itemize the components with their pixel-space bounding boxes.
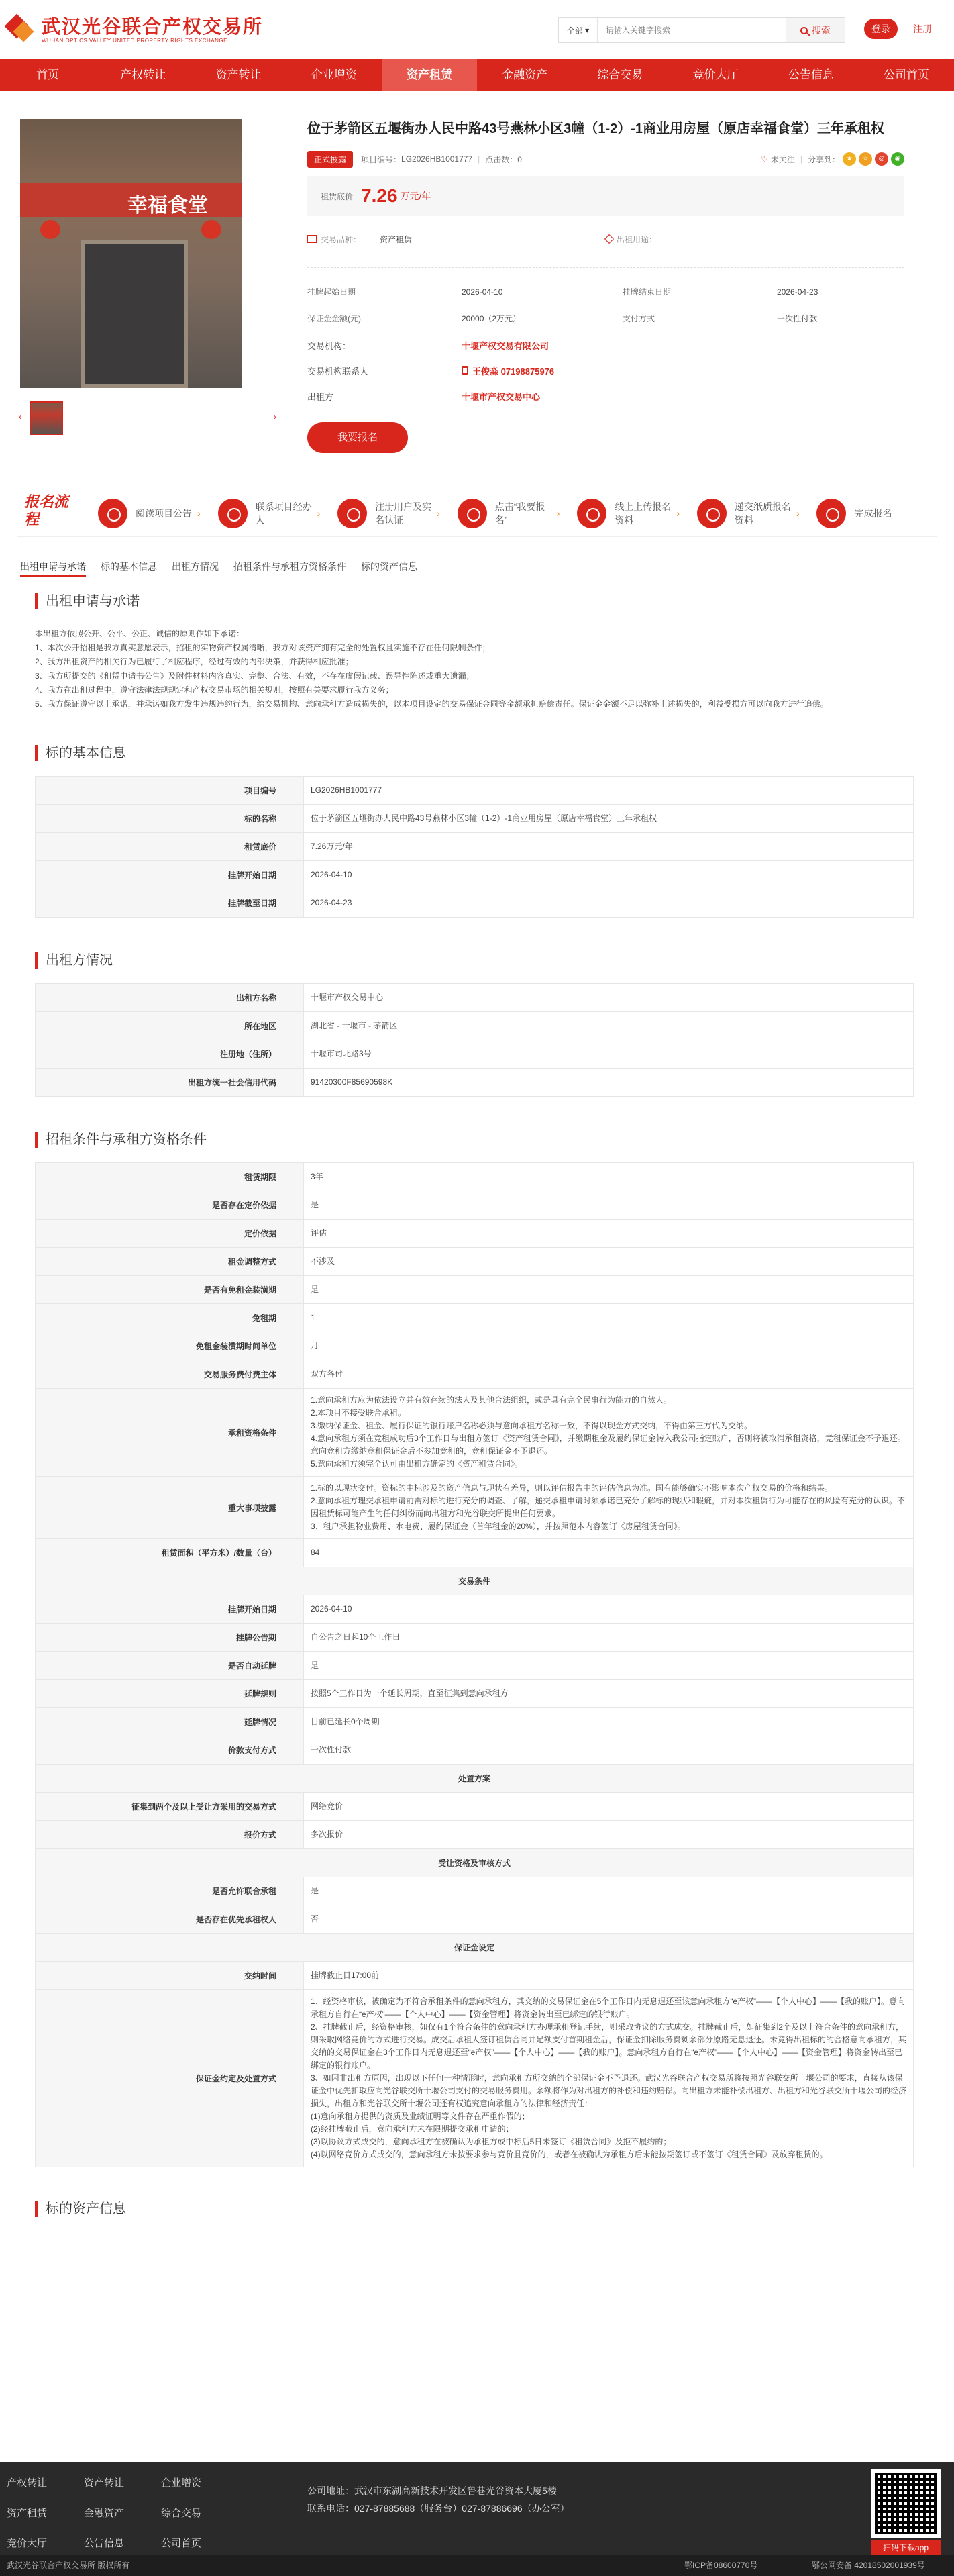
row-label: 是否存在定价依据 (36, 1191, 304, 1220)
disclosure-badge: 正式披露 (307, 151, 353, 168)
nav-item[interactable]: 公司首页 (883, 68, 929, 81)
project-detail (0, 119, 954, 468)
project-fields: 挂牌起始日期 2026-04-10 挂牌结束日期 2026-04-23 保证金金额(元) 20000（2万元） 支付方式 一次性付款 (307, 279, 904, 332)
row-value (304, 1477, 914, 1539)
agency-info: 交易机构： 十堰产权交易有限公司 交易机构联系人 王俊淼 07198875976 出租方 十堰市产权交易中心 (307, 332, 904, 409)
arrow-right-icon: › (197, 508, 201, 519)
lessor-table (35, 983, 914, 1097)
table-row (36, 1905, 914, 1934)
table-row (36, 1990, 914, 2167)
commitment-line: 3、我方所提交的《租赁申请书公告》及附件材料内容真实、完整、合法、有效，不存在虚假记载、误导性陈述或重大遗漏； (35, 671, 474, 681)
copyright: 武汉光谷联合产权交易所 版权所有 (7, 2561, 130, 2570)
value-line: 1.意向承租方应为依法设立并有效存续的法人及其他合法组织，或是具有完全民事行为能力的自然人。 (311, 1395, 672, 1405)
commitment-line: 2、我方出租资产的相关行为已履行了相应程序，经过有效的内部决策，并获得相应批准； (35, 657, 354, 666)
nav-item[interactable]: 竞价大厅 (692, 68, 739, 81)
process-step (98, 499, 218, 528)
value-line: 3、租户承担物业费用、水电费、履约保证金（首年租金的20%），并按照范本内容签订《房屋租赁合同》。 (311, 1522, 686, 1531)
register-button[interactable]: 注册 (913, 23, 932, 34)
process-step (337, 499, 458, 528)
step-label: 递交纸质报名资料 (734, 501, 791, 526)
table-row (36, 1680, 914, 1708)
table-row (36, 777, 914, 805)
table-section-row (36, 1934, 914, 1962)
row-label: 是否自动延牌 (36, 1652, 304, 1680)
row-label: 免租期 (36, 1304, 304, 1332)
row-label: 重大事项披露 (36, 1477, 304, 1539)
thumb-next-icon[interactable]: › (274, 412, 276, 422)
logo-subtitle: WUHAN OPTICS VALLEY UNITED PROPERTY RIGHTS EXCHANGE (42, 37, 227, 44)
commitment-line: 5、我方保证遵守以上承诺，并承诺如我方发生违规违约行为，给交易机构、意向承租方造成损失的，以本项目设定的交易保证金同等金额承担赔偿责任。保证金金额不足以弥补上述损失的，利益受损方可以向我方进行追偿。 (35, 699, 829, 709)
value-line: (1)意向承租方提供的资质及业绩证明等文件存在严重作假的； (311, 2112, 530, 2121)
site-footer (0, 2462, 954, 2576)
row-value: 1 (304, 1304, 914, 1332)
section-commitment (35, 593, 927, 711)
row-value: 自公告之日起10个工作日 (304, 1624, 914, 1652)
value-line: (4)以网络竞价方式成交的，意向承租方未按要求参与竞价且竞价的，或者在被确认为承租方后未能按期签订或不签订《租赁合同》及放弃租赁的。 (311, 2150, 828, 2159)
value-line: 2.意向承租方理交承租申请前需对标的进行充分的调查、了解，递交承租申请时须承诺已充分了解标的现状和瑕疵，并对本次租赁行为可能存在的风险有充分的认识。不因租赁标可能产生的任何纠纷而向出租方和光谷联交所提出任何要求。 (311, 1496, 906, 1518)
nav-item[interactable]: 综合交易 (597, 68, 643, 81)
table-row (36, 984, 914, 1012)
footer-link[interactable]: 企业增资 (161, 2477, 202, 2489)
price-unit: 万元/年 (400, 191, 431, 201)
table-row (36, 861, 914, 889)
table-row (36, 1962, 914, 1990)
table-section-head: 受让资格及审核方式 (36, 1849, 914, 1877)
download-app-button[interactable]: 扫码下载app (871, 2540, 941, 2556)
step-label: 线上上传报名资料 (615, 501, 672, 526)
row-value: 是 (304, 1276, 914, 1304)
value-line: 1.标的以现状交付。资标的中标涉及的资产信息与现状有差异，则以评估报告中的评估信息为准。国有能够确实不影响本次产权交易的价格和结果。 (311, 1483, 833, 1493)
value-line: 5.意向承租方须完全认可由出租方确定的《资产租赁合同》。 (311, 1459, 523, 1469)
tab-3[interactable]: 招租条件与承租方资格条件 (233, 561, 346, 572)
section-title: 出租方情况 (35, 952, 927, 969)
row-label: 是否有免租金装潢期 (36, 1276, 304, 1304)
thumbnail-strip (19, 401, 276, 435)
search-icon (800, 27, 808, 34)
share-qzone-icon[interactable]: ★ (843, 152, 856, 166)
footer-link[interactable]: 公告信息 (84, 2538, 125, 2549)
commitment-line: 4、我方在出租过程中，遵守法律法规规定和产权交易市场的相关规则，按照有关要求履行我方义务； (35, 685, 394, 695)
app-qr-code (871, 2469, 941, 2538)
row-value: 双方各付 (304, 1360, 914, 1389)
row-value: 位于茅箭区五堰街办人民中路43号燕林小区3幢（1-2）-1商业用房屋（原店幸福食堂）三年承租权 (304, 805, 914, 833)
detail-tabs (20, 557, 919, 577)
nav-item[interactable]: 资产转让 (215, 68, 262, 81)
logo-mark-icon (5, 15, 35, 44)
nav-item[interactable]: 首页 (36, 68, 60, 81)
process-step (458, 499, 578, 528)
row-value: 84 (304, 1539, 914, 1567)
step-icon (458, 499, 487, 528)
nav-item[interactable]: 公告信息 (788, 68, 834, 81)
process-step (816, 499, 937, 528)
value-line: 1、经资格审核，被确定为不符合承租条件的意向承租方，其交纳的交易保证金在5个工作日内无息退还至该意向承租方“e产权”——【个人中心】——【我的账户】。意向承租方自行在“e产权”——【个人中心】——【资金管理】将资金转出至已绑定的银行账户。 (311, 1997, 906, 2019)
agency-name[interactable]: 十堰产权交易有限公司 (462, 340, 549, 351)
section-asset-info (35, 2201, 927, 2217)
police-record-link[interactable]: 鄂公网安备 42018502001939号 (812, 2561, 925, 2570)
row-value: 目前已延长0个周期 (304, 1708, 914, 1736)
table-row (36, 1821, 914, 1849)
apply-button[interactable]: 我要报名 (307, 422, 408, 453)
row-label: 租金调整方式 (36, 1248, 304, 1276)
row-label: 注册地（住所） (36, 1040, 304, 1069)
row-label: 承租资格条件 (36, 1389, 304, 1477)
step-label: 注册用户及实名认证 (375, 501, 432, 526)
section-lessor (35, 952, 927, 1097)
table-row (36, 1276, 914, 1304)
row-value: 十堰市产权交易中心 (304, 984, 914, 1012)
step-icon (697, 499, 727, 528)
table-section-row (36, 1765, 914, 1793)
process-step (577, 499, 697, 528)
project-code: LG2026HB1001777 (401, 154, 473, 164)
footer-link[interactable]: 资产转让 (84, 2477, 125, 2489)
login-button[interactable]: 登录 (864, 19, 898, 39)
phone-icon (462, 366, 468, 375)
section-title: 标的资产信息 (35, 2201, 927, 2217)
section-title: 招租条件与承租方资格条件 (35, 1132, 927, 1148)
footer-link[interactable]: 综合交易 (161, 2508, 202, 2519)
value-line: (2)经挂牌截止后，意向承租方未在限期提交承租申请的； (311, 2124, 514, 2134)
process-step (218, 499, 338, 528)
table-row (36, 1163, 914, 1191)
search-bar (558, 17, 845, 43)
deposit-amount: 20000（2万元） (462, 314, 521, 324)
row-label: 所在地区 (36, 1012, 304, 1040)
process-step (697, 499, 817, 528)
table-section-head: 处置方案 (36, 1765, 914, 1793)
row-label: 免租金装潢期时间单位 (36, 1332, 304, 1360)
row-label: 交易服务费付费主体 (36, 1360, 304, 1389)
table-section-head: 交易条件 (36, 1567, 914, 1595)
table-row (36, 1360, 914, 1389)
end-date: 2026-04-23 (777, 287, 818, 297)
row-value: 2026-04-10 (304, 861, 914, 889)
table-row (36, 1708, 914, 1736)
price-value: 7.26 (361, 185, 398, 206)
row-value: LG2026HB1001777 (304, 777, 914, 805)
row-value: 一次性付款 (304, 1736, 914, 1765)
row-value: 月 (304, 1332, 914, 1360)
arrow-right-icon: › (317, 508, 321, 519)
row-value: 网络竞价 (304, 1793, 914, 1821)
project-meta: 正式披露 项目编号： LG2026HB1001777 | 点击数：0 ♡ 未关注 | 分享到： ★ ☆ ◎ ◉ (307, 149, 904, 169)
lantern-icon (40, 220, 60, 239)
step-icon (337, 499, 367, 528)
share-weibo-icon[interactable]: ◎ (875, 152, 888, 166)
row-label: 是否允许联合承租 (36, 1877, 304, 1905)
value-line: 3.缴纳保证金、租金、履行保证的银行账户名称必须与意向承租方名称一致，不得以现金方式交纳，不得由第三方代为交纳。 (311, 1421, 753, 1430)
project-main-image[interactable] (20, 119, 242, 388)
project-title: 位于茅箭区五堰街办人民中路43号燕林小区3幢（1-2）-1商业用房屋（原店幸福食堂）三年承租权 (307, 121, 885, 136)
row-value (304, 1990, 914, 2167)
row-value: 按照5个工作日为一个延长周期，直至征集到意向承租方 (304, 1680, 914, 1708)
step-label: 阅读项目公告 (136, 508, 192, 519)
table-section-head: 保证金设定 (36, 1934, 914, 1962)
agency-contact: 王俊淼 07198875976 (472, 366, 555, 377)
table-row (36, 1332, 914, 1360)
share-favorite-icon[interactable]: ☆ (859, 152, 872, 166)
tag-icon (307, 235, 317, 243)
row-label: 征集到两个及以上受让方采用的交易方式 (36, 1793, 304, 1821)
row-label: 租赁底价 (36, 833, 304, 861)
row-value: 评估 (304, 1220, 914, 1248)
thumb-prev-icon[interactable]: ‹ (19, 412, 21, 422)
commitment-line: 1、本次公开招租是我方真实意愿表示，招租的实物资产权属清晰，我方对该资产拥有完全的处置权且实施不存在任何限制条件； (35, 643, 490, 652)
step-icon (218, 499, 248, 528)
layers-icon (604, 234, 614, 244)
row-label: 是否存在优先承租权人 (36, 1905, 304, 1934)
row-label: 租赁面积（平方米）/数量（台） (36, 1539, 304, 1567)
row-value: 2026-04-10 (304, 1595, 914, 1624)
footer-phone: 联系电话：027-87885688（服务台）027-87886696（办公室） (307, 2503, 570, 2514)
icp-link[interactable]: 鄂ICP备08600770号 (684, 2561, 758, 2570)
footer-link[interactable]: 产权转让 (7, 2477, 48, 2489)
row-label: 延牌情况 (36, 1708, 304, 1736)
row-value: 不涉及 (304, 1248, 914, 1276)
lessor-name[interactable]: 十堰市产权交易中心 (462, 391, 541, 402)
start-date: 2026-04-10 (462, 287, 503, 297)
row-label: 租赁期限 (36, 1163, 304, 1191)
lantern-icon (201, 220, 221, 239)
tab-1[interactable]: 标的基本信息 (101, 561, 157, 572)
price-box (307, 176, 904, 216)
arrow-right-icon: › (556, 508, 560, 519)
step-label: 完成报名 (854, 508, 892, 519)
row-value: 91420300F85690598K (304, 1069, 914, 1097)
row-value: 是 (304, 1877, 914, 1905)
row-value (304, 1389, 914, 1477)
commitment-text (35, 627, 927, 711)
project-info (307, 119, 904, 453)
table-row (36, 1040, 914, 1069)
site-header (0, 0, 954, 59)
footer-link[interactable]: 金融资产 (84, 2508, 125, 2519)
table-row (36, 1539, 914, 1567)
step-icon (816, 499, 846, 528)
arrow-right-icon: › (676, 508, 680, 519)
row-label: 交纳时间 (36, 1962, 304, 1990)
conditions-table (35, 1162, 914, 2167)
table-row (36, 1736, 914, 1765)
table-section-row (36, 1567, 914, 1595)
nav-item[interactable]: 资产租赁 (382, 59, 477, 91)
shop-door (81, 240, 188, 388)
nav-item[interactable]: 企业增资 (311, 68, 357, 81)
value-line: 3、如因非出租方原因，出现以下任何一种情形时，意向承租方所交纳的全部保证金不予退还。武汉光谷联合产权交易所将按照光谷联交所十堰公司的要求，直接从该保证金中优先扣取应向光谷联交所十堰公司支付的交易服务费用。余额将作为对出租方的补偿和违约赔偿。向出租方未能补偿出租方、出租方和光谷联交所十堰公司的经济损失，出租方和光谷联交所十堰公司还有权追究意向承租方的法律和经济责任： (311, 2073, 907, 2108)
table-row (36, 1220, 914, 1248)
search-category-select[interactable]: 全部 ▾ (559, 18, 598, 42)
row-value: 十堰市司北路3号 (304, 1040, 914, 1069)
row-label: 保证金约定及处置方式 (36, 1990, 304, 2167)
footer-address: 公司地址：武汉市东湖高新技术开发区鲁巷光谷资本大厦5楼 (307, 2485, 557, 2496)
nav-item[interactable]: 产权转让 (120, 68, 166, 81)
table-row (36, 1304, 914, 1332)
step-label: 点击“我要报名” (494, 501, 545, 526)
table-row (36, 1012, 914, 1040)
table-row (36, 1793, 914, 1821)
follow-heart-icon[interactable]: ♡ (761, 154, 768, 164)
share-wechat-icon[interactable]: ◉ (891, 152, 904, 166)
arrow-right-icon: › (437, 508, 440, 519)
value-line: 2.本项目不接受联合承租。 (311, 1408, 407, 1418)
value-line: 2、挂牌截止后，经资格审核，如仅有1个符合条件的意向承租方办理承租登记手续，则采取协议的方式成交。挂牌截止后，如征集到2个及以上符合条件的意向承租方，则采取网络竞价的方式进行交易。成交后承租人签订租赁合同并足额支付首期租金后，保证金扣除服务费剩余部分原路无息退还。未竞得出租标的的合格意向承租方，其交纳的交易保证金在3个工作日内无息退还至“e产权”——【个人中心】——【我的账户】。意向承租方自行在“e产权”——【个人中心】——【资金管理】将资金转出至已绑定的银行账户。 (311, 2022, 907, 2070)
row-value: 多次报价 (304, 1821, 914, 1849)
value-line: 4.意向承租方须在竞租成功后3个工作日与出租方签订《资产租赁合同》，并缴期租金及履约保证金转入我公司指定账户，否则将被取消承租资格，竞租保证金不予退还。意向竞租方缴纳竞租保证金后不参加竞租的，竞租保证金不予退还。 (311, 1434, 906, 1456)
project-code-label: 项目编号： (361, 154, 402, 164)
table-row (36, 1389, 914, 1477)
tab-0[interactable]: 出租申请与承诺 (20, 557, 86, 577)
row-value: 7.26万元/年 (304, 833, 914, 861)
footer-link[interactable]: 资产租赁 (7, 2508, 48, 2519)
row-label: 出租方统一社会信用代码 (36, 1069, 304, 1097)
row-label: 挂牌公告期 (36, 1624, 304, 1652)
table-row (36, 1069, 914, 1097)
follow-button[interactable]: 未关注 (770, 154, 795, 164)
row-label: 挂牌开始日期 (36, 861, 304, 889)
step-label: 联系项目经办人 (255, 501, 312, 526)
main-nav (0, 59, 954, 91)
tab-4[interactable]: 标的资产信息 (361, 561, 417, 572)
footer-link[interactable]: 竞价大厅 (7, 2538, 48, 2549)
table-row (36, 833, 914, 861)
table-row (36, 1877, 914, 1905)
payment-method: 一次性付款 (777, 314, 818, 324)
search-button[interactable]: 搜索 (786, 18, 845, 42)
price-label: 租赁底价 (321, 191, 354, 201)
shop-sign: 幸福食堂 (20, 183, 242, 217)
table-row (36, 805, 914, 833)
share-label: 分享到： (807, 154, 840, 164)
nav-item[interactable]: 金融资产 (502, 68, 548, 81)
row-value: 3年 (304, 1163, 914, 1191)
process-title: 报名流程 (24, 493, 69, 528)
row-label: 价款支付方式 (36, 1736, 304, 1765)
row-value: 否 (304, 1905, 914, 1934)
signup-process (17, 489, 937, 537)
tab-2[interactable]: 出租方情况 (172, 561, 219, 572)
row-label: 延牌规则 (36, 1680, 304, 1708)
row-label: 报价方式 (36, 1821, 304, 1849)
table-row (36, 1191, 914, 1220)
row-value: 是 (304, 1652, 914, 1680)
row-label: 项目编号 (36, 777, 304, 805)
row-label: 挂牌截至日期 (36, 889, 304, 918)
section-title: 标的基本信息 (35, 745, 927, 761)
section-conditions (35, 1132, 927, 2167)
table-row (36, 889, 914, 918)
row-value: 湖北省 - 十堰市 - 茅箭区 (304, 1012, 914, 1040)
search-input[interactable] (598, 18, 786, 42)
row-label: 挂牌开始日期 (36, 1595, 304, 1624)
row-label: 定价依据 (36, 1220, 304, 1248)
table-row (36, 1595, 914, 1624)
view-count: 点击数：0 (485, 154, 522, 164)
table-section-row (36, 1849, 914, 1877)
row-value: 是 (304, 1191, 914, 1220)
row-label: 出租方名称 (36, 984, 304, 1012)
row-label: 标的名称 (36, 805, 304, 833)
basic-info-table (35, 776, 914, 918)
table-row (36, 1624, 914, 1652)
type-row: 交易品种： 资产租赁 出租用途： (307, 227, 904, 251)
arrow-right-icon: › (796, 508, 800, 519)
thumbnail-image[interactable] (30, 401, 63, 435)
footer-link[interactable]: 公司首页 (161, 2538, 202, 2549)
value-line: (3)以协议方式成交的，意向承租方在被确认为承租方或中标后5日未签订《租赁合同》及拒不履约的； (311, 2137, 672, 2146)
row-value: 挂牌截止日17:00前 (304, 1962, 914, 1990)
row-value: 2026-04-23 (304, 889, 914, 918)
table-row (36, 1477, 914, 1539)
section-title: 出租申请与承诺 (35, 593, 927, 609)
step-icon (577, 499, 606, 528)
trade-type: 资产租赁 (380, 234, 413, 244)
commitment-line: 本出租方依照公开、公平、公正、诚信的原则作如下承诺： (35, 629, 245, 638)
table-row (36, 1652, 914, 1680)
logo-title: 武汉光谷联合产权交易所 (42, 15, 264, 37)
site-logo[interactable] (5, 15, 263, 44)
table-row (36, 1248, 914, 1276)
section-basic-info (35, 745, 927, 918)
step-icon (98, 499, 127, 528)
